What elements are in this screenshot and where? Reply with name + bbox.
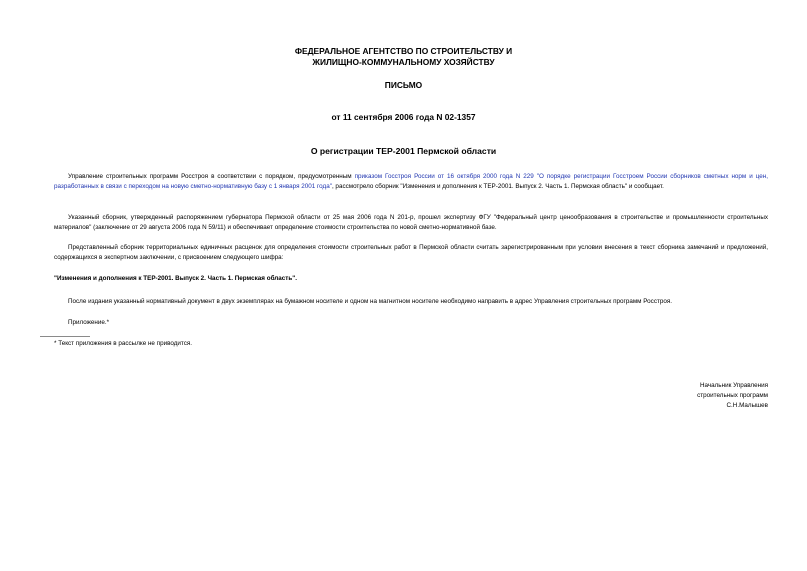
agency-title-line1: ФЕДЕРАЛЬНОЕ АГЕНТСТВО ПО СТРОИТЕЛЬСТВУ И	[294, 46, 513, 56]
signature-block	[697, 381, 768, 411]
document-subject: О регистрации ТЕР-2001 Пермской области	[310, 146, 497, 156]
paragraph-2: Указанный сборник, утвержденный распоряжением губернатора Пермской области от 25 мая 2006 года N 201-р, прошел экспертизу ФГУ "Федеральный центр ценообразования в строительстве и промышленности строительных материалов" (заключение от 29 августа 2006 года N 59/11) и обеспечивает определение стоимости строительства по новой сметно-нормативной базе.	[54, 214, 768, 231]
attachment-note: Приложение.*	[68, 319, 110, 326]
paragraph-5: После издания указанный нормативный документ в двух экземплярах на бумажном носителе и одном на магнитном носителе необходимо направить в адрес Управления строительных программ Росстроя.	[68, 298, 673, 305]
agency-title	[0, 46, 807, 68]
paragraph-1	[54, 172, 768, 192]
document-type: ПИСЬМО	[384, 80, 423, 90]
paragraph-1-text-after: , рассмотрело сборник "Изменения и дополнения к ТЕР-2001. Выпуск 2. Часть 1. Пермская область" и сообщает.	[331, 183, 664, 190]
agency-title-line2: ЖИЛИЩНО-КОММУНАЛЬНОМУ ХОЗЯЙСТВУ	[312, 57, 495, 67]
signature-line-1: Начальник Управления	[699, 382, 768, 389]
paragraph-1-text-before: Управление строительных программ Росстроя в соответствии с порядком, предусмотренным	[68, 173, 355, 180]
order-link[interactable]: приказом Госстроя России от 16 октября 2000 года N 229 "О порядке регистрации Госстроем России сборников сметных норм и цен, разработанных в связи с переходом на новую сметно-нормативную базу с 1 января 2001 года"	[54, 173, 768, 190]
signature-name: С.Н.Малышев	[726, 402, 768, 409]
document-date-number: от 11 сентября 2006 года N 02-1357	[331, 112, 476, 122]
paragraph-cipher: "Изменения и дополнения к ТЕР-2001. Выпуск 2. Часть 1. Пермская область".	[54, 275, 297, 282]
signature-line-2: строительных программ	[697, 392, 768, 399]
paragraph-3: Представленный сборник территориальных единичных расценок для определения стоимости строительных работ в Пермской области считать зарегистрированным при условии внесения в текст сборника замечаний и предложений, содержащихся в экспертном заключении, с присвоением следующего шифра:	[54, 244, 768, 261]
footnote-divider	[40, 336, 90, 337]
footnote-text: * Текст приложения в рассылке не приводится.	[54, 340, 193, 347]
